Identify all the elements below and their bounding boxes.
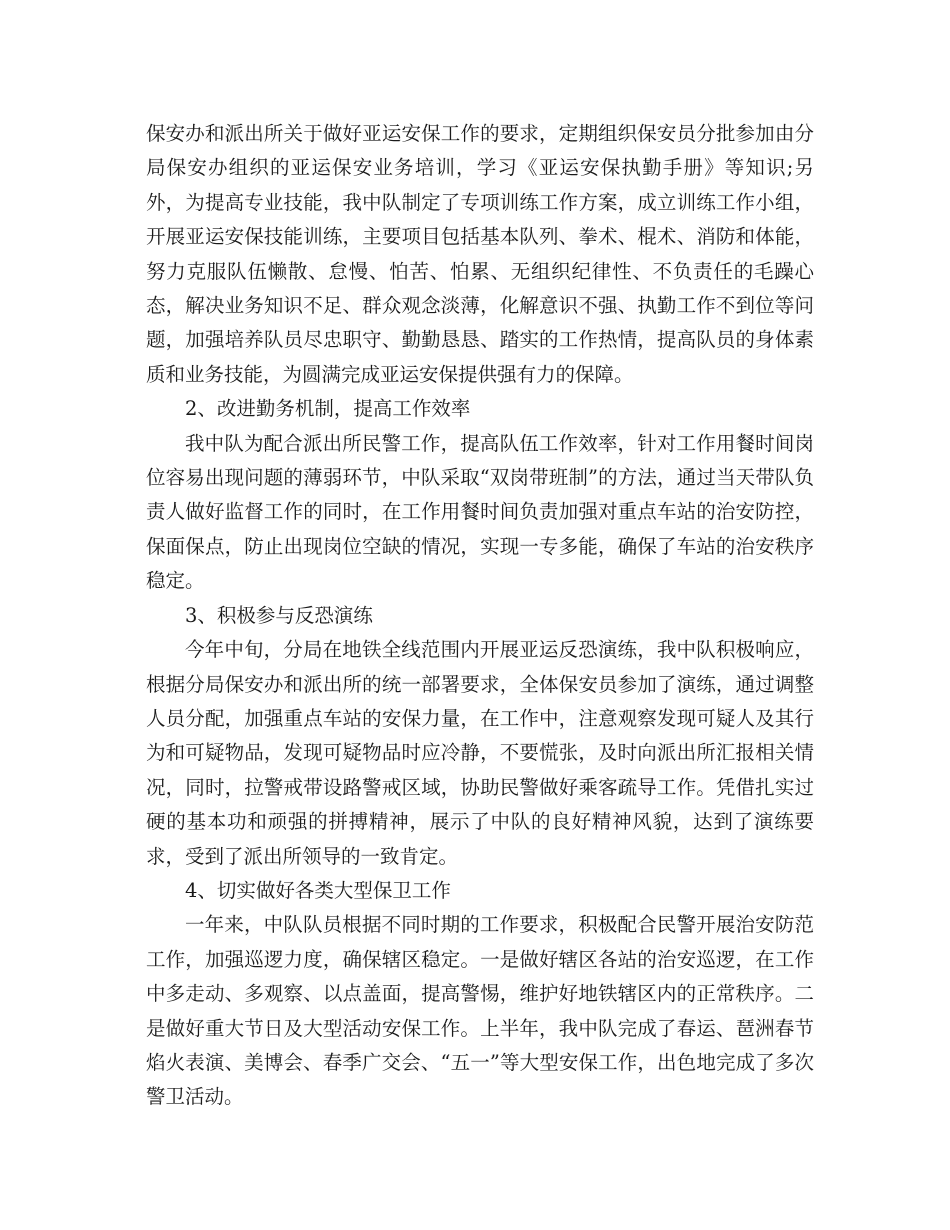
paragraph-security-work: 一年来，中队队员根据不同时期的工作要求，积极配合民警开展治安防范工作，加强巡逻力度，确保辖区稳定。一是做好辖区各站的治安巡逻，在工作中多走动、多观察、以点盖面，提高警惕，维护好地铁辖区内的正常秩序。二是做好重大节日及大型活动安保工作。上半年，我中队完成了春运、琶洲春节焰火表演、美博会、春季广交会、“五一”等大型安保工作，出色地完成了多次警卫活动。 [146, 913, 814, 1109]
section-heading-2: 2、改进勤务机制，提高工作效率 [185, 397, 471, 421]
section-heading-4: 4、切实做好各类大型保卫工作 [185, 878, 451, 902]
document-body [146, 117, 814, 1115]
paragraph-anti-terror-drill: 今年中旬，分局在地铁全线范围内开展亚运反恐演练，我中队积极响应，根据分局保安办和派出所的统一部署要求，全体保安员参加了演练，通过调整人员分配，加强重点车站的安保力量，在工作中，注意观察发现可疑人及其行为和可疑物品，发现可疑物品时应冷静，不要慌张，及时向派出所汇报相关情况，同时，拉警戒带设路警戒区域，协助民警做好乘客疏导工作。凭借扎实过硬的基本功和顽强的拼搏精神，展示了中队的良好精神风貌，达到了演练要求，受到了派出所领导的一致肯定。 [146, 638, 814, 868]
paragraph-duty-mechanism: 我中队为配合派出所民警工作，提高队伍工作效率，针对工作用餐时间岗位容易出现问题的薄弱环节，中队采取“双岗带班制”的方法，通过当天带队负责人做好监督工作的同时，在工作用餐时间负责加强对重点车站的治安防控，保面保点，防止出现岗位空缺的情况，实现一专多能，确保了车站的治安秩序稳定。 [146, 431, 814, 593]
section-heading-3: 3、积极参与反恐演练 [185, 603, 373, 627]
paragraph-training: 保安办和派出所关于做好亚运安保工作的要求，定期组织保安员分批参加由分局保安办组织的亚运保安业务培训，学习《亚运安保执勤手册》等知识;另外，为提高专业技能，我中队制定了专项训练工作方案，成立训练工作小组，开展亚运安保技能训练，主要项目包括基本队列、拳术、棍术、消防和体能，努力克服队伍懒散、怠慢、怕苦、怕累、无组织纪律性、不负责任的毛躁心态，解决业务知识不足、群众观念淡薄，化解意识不强、执勤工作不到位等问题，加强培养队员尽忠职守、勤勤恳恳、踏实的工作热情，提高队员的身体素质和业务技能，为圆满完成亚运安保提供强有力的保障。 [146, 122, 814, 386]
